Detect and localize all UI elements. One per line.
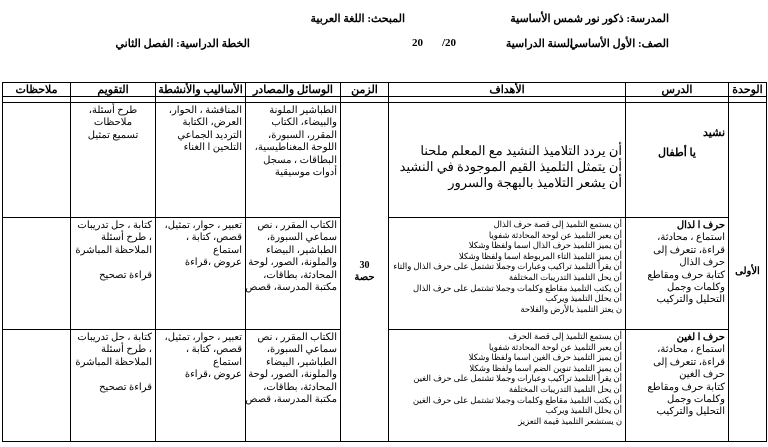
means-item: المقرر، السبورة، xyxy=(268,129,337,141)
evaluation-item xyxy=(74,257,152,269)
methods-item: المناقشة ، الحوار، xyxy=(168,105,242,116)
evaluation-item: قراءة تصحيح xyxy=(99,269,152,281)
methods-cell xyxy=(156,218,246,330)
means-cell xyxy=(246,218,341,330)
col-objectives-header: الأهداف xyxy=(389,83,626,97)
methods-item: العرض، الكتابة xyxy=(182,117,242,129)
evaluation-item: ، طرح أسئلة xyxy=(100,232,152,244)
objective-item: أن يحل التلميذ التدريبات المختلفة xyxy=(508,384,622,394)
methods-item: استماع xyxy=(213,244,242,256)
evaluation-item xyxy=(74,369,152,381)
objective-item: أن يتمثل التلميذ القيم الموجودة في النشيد xyxy=(399,159,622,174)
col-evaluation-header: التقويم xyxy=(71,83,156,97)
methods-item: التلحين ا الغناء xyxy=(183,142,242,154)
evaluation-item: الملاحظة المباشرة xyxy=(75,356,152,368)
means-item: اللوحة المغناطيسية، xyxy=(254,142,337,154)
col-unit-header: الوحدة xyxy=(729,83,767,97)
grade-label: الصف: الأول الأساسي xyxy=(569,38,669,50)
lesson-line: استماع ، محادثة، xyxy=(657,344,725,356)
lesson-line: كتابة حرف ومقاطع xyxy=(647,381,725,393)
objective-item: أن يحلل التلميذ ويركب xyxy=(545,294,622,304)
objective-item: أن يقرأ التلميذ تراكيب وعبارات وجملا تشتمل على حرف الذال والتاء xyxy=(393,262,622,272)
methods-item: قصص، كتابة ، xyxy=(185,232,242,244)
subject-name: المبحث: اللغة العربية xyxy=(310,13,405,25)
time-unit: حصة xyxy=(354,272,375,283)
methods-item: تعبير ، حوار، تمثيل، xyxy=(164,332,242,343)
year-part-b: 20 xyxy=(412,37,423,49)
methods-item: عروض ،قراءة xyxy=(184,369,242,381)
school-name: المدرسة: ذكور نور شمس الأساسية xyxy=(510,13,669,25)
notes-cell xyxy=(3,330,71,442)
means-item: المحادثة، بطاقات، xyxy=(263,381,337,393)
time-cell xyxy=(341,103,389,442)
objective-item: أن يميز التلميذ حرف الغين اسما ولفظا وشكلا xyxy=(468,353,622,363)
objective-item: أن يقرأ التلميذ تراكيب وعبارات وجملا تشتمل على حرف الغين xyxy=(413,374,622,384)
methods-item: قصص، كتابة ، xyxy=(185,344,242,356)
year-part-a: /20 xyxy=(442,37,457,49)
methods-item: الترديد الجماعي xyxy=(177,129,242,141)
means-item: سماعي السبورة، xyxy=(266,232,337,244)
col-lesson-header: الدرس xyxy=(626,83,729,97)
evaluation-item: قراءة تصحيح xyxy=(99,381,152,393)
means-item: مكتبة المدرسة، قصص xyxy=(245,282,337,294)
evaluation-item: كتابة ، حل تدريبات xyxy=(77,220,152,231)
means-cell xyxy=(246,330,341,442)
means-item: مكتبة المدرسة، قصص xyxy=(245,394,337,406)
lesson-line: وكلمات وجمل xyxy=(666,394,725,406)
table-row xyxy=(3,103,767,218)
evaluation-item: كتابة ، حل تدريبات xyxy=(77,332,152,343)
lesson-line: وكلمات وجمل xyxy=(666,282,725,294)
objective-item: أن يردد التلاميذ النشيد مع المعلم ملحنا xyxy=(420,143,622,158)
lesson-plan-table xyxy=(2,82,767,442)
methods-item: تعبير ، حوار، تمثيل، xyxy=(164,220,242,231)
time-value: 30 xyxy=(359,259,370,271)
evaluation-cell xyxy=(71,330,156,442)
objective-item: أن يكتب التلميذ مقاطع وكلمات وجملا تشتمل على حرف الغين xyxy=(412,395,622,405)
objective-item: أن يكتب التلميذ مقاطع وكلمات وجملا تشتمل على حرف الذال xyxy=(413,283,622,293)
evaluation-item: ملاحظات xyxy=(93,117,133,129)
year-label: السنة الدراسية xyxy=(505,38,573,50)
objectives-cell xyxy=(389,218,626,330)
lesson-line: حرف الغين xyxy=(679,369,725,381)
lesson-line: نشيد xyxy=(703,127,725,139)
methods-item: عروض ،قراءة xyxy=(184,257,242,269)
lesson-cell xyxy=(626,218,729,330)
plan-label: الخطة الدراسية: الفصل الثاني xyxy=(115,38,250,50)
lesson-line: كتابة حرف ومقاطع xyxy=(647,269,725,281)
methods-cell xyxy=(156,330,246,442)
objective-item: أن يعبر التلميذ عن لوحة المحادثة شفويا xyxy=(488,342,622,352)
evaluation-item: الملاحظة المباشرة xyxy=(75,244,152,256)
means-item: المحادثة، بطاقات، xyxy=(263,269,337,281)
evaluation-cell xyxy=(71,103,156,218)
means-item: والملونة، الصور، لوحة xyxy=(248,257,337,269)
evaluation-item: ، طرح أسئلة xyxy=(100,344,152,356)
objective-item: أن يستمع التلميذ إلى قصة حرف الذال xyxy=(493,220,622,229)
lesson-line: التحليل والتركيب xyxy=(656,406,725,418)
means-item: الطباشير الملونة xyxy=(269,105,337,116)
lesson-line: حرف ا لذال xyxy=(676,220,725,231)
means-item: البطاقات ، مسجل xyxy=(263,154,337,166)
unit-cell: الأولى xyxy=(729,103,767,442)
objectives-cell xyxy=(389,103,626,218)
lesson-line: التحليل والتركيب xyxy=(656,294,725,306)
objective-item: ن يعتز التلميذ بالأرض والفلاحة xyxy=(520,304,622,314)
lesson-line: حرف ا لغين xyxy=(676,332,725,343)
col-means-header: الوسائل والمصادر xyxy=(246,83,341,97)
objective-item: أن يعبر التلميذ عن لوحة المحادثة شفويا xyxy=(488,230,622,240)
col-methods-header: الأساليب والأنشطة xyxy=(156,83,246,97)
means-item: الكتاب المقرر ، نص xyxy=(257,220,337,231)
means-item: الكتاب المقرر ، نص xyxy=(257,332,337,343)
methods-cell xyxy=(156,103,246,218)
means-item: الطباشير، البيضاء xyxy=(265,356,337,368)
means-item: الطباشير، البيضاء xyxy=(265,244,337,256)
objectives-cell xyxy=(389,330,626,442)
objective-item: أن يستمع التلميذ إلى قصة الحرف xyxy=(508,332,622,341)
lesson-cell xyxy=(626,330,729,442)
objective-item: ن يستشعر التلميذ قيمة التعزيز xyxy=(518,416,622,426)
lesson-cell xyxy=(626,103,729,218)
objective-item: أن يحل التلميذ التدريبات المختلفة xyxy=(508,272,622,282)
means-item: أدوات موسيقية xyxy=(274,167,337,179)
means-item: والبيضاء، الكتاب xyxy=(271,117,337,129)
table-header-row xyxy=(3,83,767,97)
methods-item: استماع xyxy=(213,356,242,368)
lesson-line: حرف الذال xyxy=(679,257,725,269)
notes-cell xyxy=(3,218,71,330)
lesson-line: قراءة، تتعرف إلى xyxy=(653,244,725,256)
objective-item: أن يميز التلميذ حرف الذال اسما ولفظا وشكلا xyxy=(468,241,622,251)
objective-item: أن يشعر التلاميذ بالبهجة والسرور xyxy=(448,175,622,190)
lesson-line: استماع ، محادثة، xyxy=(657,232,725,244)
objective-item: أن يحلل التلميذ ويركب xyxy=(545,406,622,416)
evaluation-item: طرح أسئلة، xyxy=(88,105,138,116)
means-cell xyxy=(246,103,341,218)
notes-cell xyxy=(3,103,71,218)
lesson-line: يا أطفال xyxy=(658,147,696,160)
lesson-line: قراءة، تتعرف إلى xyxy=(653,356,725,368)
means-item: سماعي السبورة، xyxy=(266,344,337,356)
evaluation-item: تسميع تمثيل xyxy=(87,129,139,141)
objective-item: أن يميز التلميذ تنوين الضم اسما ولفظا وشكلا xyxy=(469,363,622,373)
means-item: والملونة، الصور، لوحة xyxy=(248,369,337,381)
evaluation-cell xyxy=(71,218,156,330)
objective-item: أن يميز التلميذ التاء المربوطة اسما ولفظا وشكلا xyxy=(458,251,622,261)
col-time-header: الزمن xyxy=(341,83,389,97)
col-notes-header: ملاحظات xyxy=(3,83,71,97)
